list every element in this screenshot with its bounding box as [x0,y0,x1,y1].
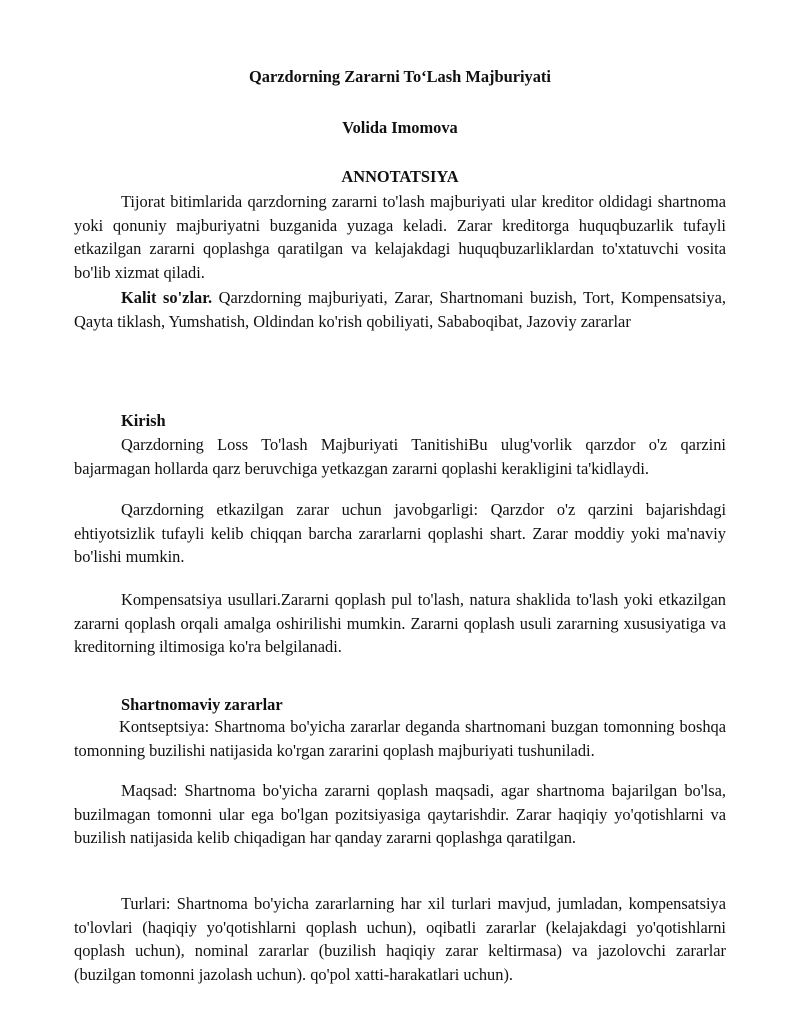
section-kirish-paragraph-3 [74,588,726,659]
section-shartnomaviy-paragraph-1 [74,715,726,762]
keywords-paragraph [74,286,726,333]
abstract-paragraph: Tijorat bitimlarida qarzdorning zararni to'lash majburiyati ular kreditor oldidagi shartnoma yoki qonuniy majburiyatni buzganida yuzaga keladi. Zarar kreditorga huquqbuzarlik tufayli etkazilgan zararni qoplashga qaratilgan va kelajakdagi huquqbuzarliklardan to'xtatuvchi vosita bo'lib xizmat qiladi. [74,192,726,282]
body-paragraph: Turlari: Shartnoma bo'yicha zararlarning har xil turlari mavjud, jumladan, kompensatsiya to'lovlari (haqiqiy yo'qotishlarni qoplash uchun), oqibatli zararlar (kelajakdagi yo'qotishlarni qoplash uchun), nominal zararlar (buzilish haqiqiy zarar keltirmasa) va jazolovchi zararlar (buzilgan tomonni jazolash uchun). qo'pol xatti-harakatlari uchun). [74,894,726,984]
abstract-heading: ANNOTATSIYA [341,167,459,186]
body-paragraph: Maqsad: Shartnoma bo'yicha zararni qoplash maqsadi, agar shartnoma bajarilgan bo'lsa, buzilmagan tomonni ular ega bo'lgan pozitsiyasiga qaytarishdir. Zarar haqiqiy yo'qotishlarni va buzilish natijasida kelib chiqadigan har qanday zararni qoplashga qaratilgan. [74,781,726,848]
body-paragraph: Qarzdorning etkazilgan zarar uchun javobgarligi: Qarzdor o'z qarzini bajarishdagi ehtiyotsizlik tufayli kelib chiqqan barcha zararlarni qoplashi shart. Zarar moddiy yoki ma'naviy bo'lishi mumkin. [74,500,726,567]
body-paragraph: Kontseptsiya: Shartnoma bo'yicha zararlar deganda shartnomani buzgan tomonning boshqa tomonning buzilishi natijasida ko'rgan zararini qoplash majburiyati tushuniladi. [74,717,726,760]
section-shartnomaviy-paragraph-2 [74,779,726,850]
section-shartnomaviy-paragraph-3 [74,892,726,986]
author-name: Volida Imomova [342,118,458,137]
section-kirish-paragraph-2 [74,498,726,569]
section-heading-shartnomaviy: Shartnomaviy zararlar [121,695,283,714]
section-kirish-paragraph-1 [74,433,726,480]
keywords-label: Kalit so'zlar. [121,288,213,307]
body-paragraph: Kompensatsiya usullari.Zararni qoplash pul to'lash, natura shaklida to'lash yoki etkazilgan zararni qoplash orqali amalga oshirilishi mumkin. Zararni qoplash usuli zararning xususiyatiga va kreditorning iltimosiga ko'ra belgilanadi. [74,590,726,657]
body-paragraph: Qarzdorning Loss To'lash Majburiyati TanitishiBu ulug'vorlik qarzdor o'z qarzini bajarmagan hollarda qarz beruvchiga yetkazgan zararni qoplashi kerakligini ta'kidlaydi. [74,435,726,478]
abstract-section [74,190,726,284]
section-heading-kirish: Kirish [121,411,166,430]
document-title: Qarzdorning Zararni To‘Lash Majburiyati [249,67,551,86]
keywords-section [74,286,726,333]
keywords-list: Qarzdorning majburiyati, Zarar, Shartnomani buzish, Tort, Kompensatsiya, Qayta tiklash, Yumshatish, Oldindan ko'rish qobiliyati, Sababoqibat, Jazoviy zararlar [74,288,726,331]
